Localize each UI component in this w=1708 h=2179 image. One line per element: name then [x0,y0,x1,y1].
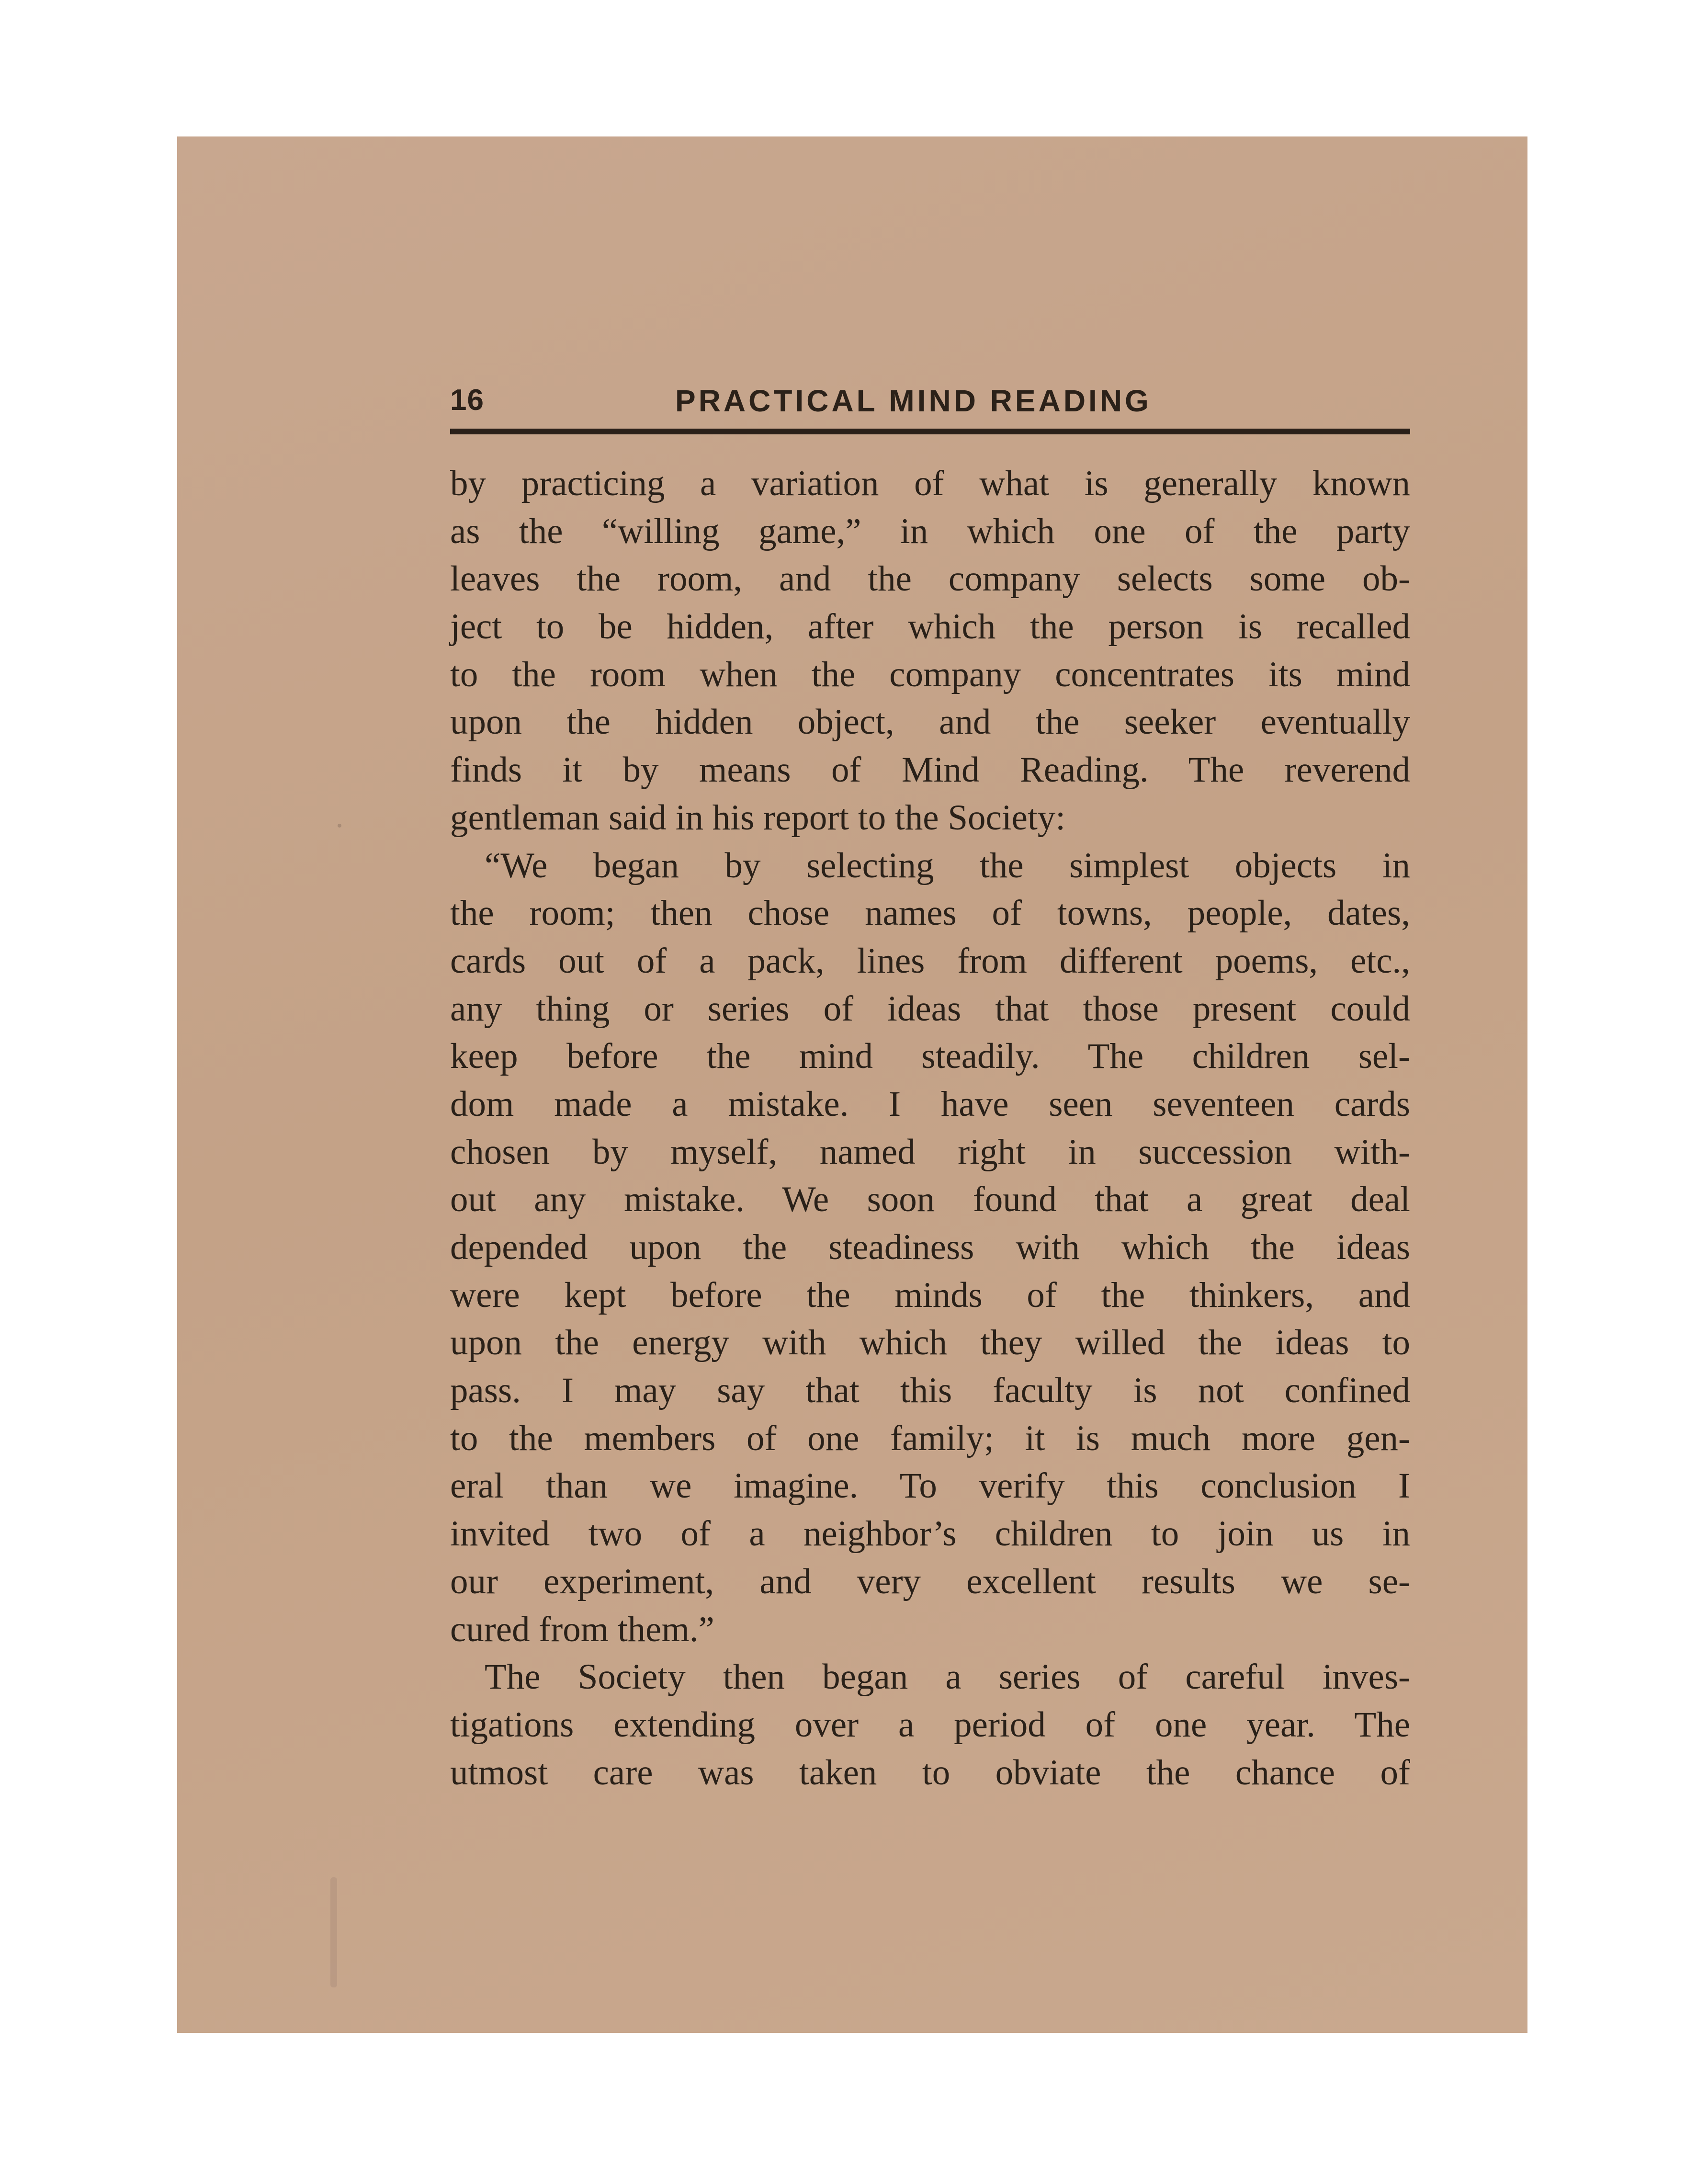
text-line: eral than we imagine. To verify this conclusion I [450,1466,1410,1506]
text-line: keep before the mind steadily. The children sel- [450,1036,1410,1077]
text-line: “We began by selecting the simplest objects in [485,845,1410,885]
page-blemish [338,824,341,828]
text-line: gentleman said in his report to the Society: [450,797,1066,838]
text-line: depended upon the steadiness with which the ideas [450,1227,1410,1267]
text-line: were kept before the minds of the thinkers, and [450,1275,1410,1315]
text-line: to the room when the company concentrates its mind [450,654,1410,694]
text-line: any thing or series of ideas that those present could [450,988,1410,1029]
text-line: cured from them.” [450,1609,714,1649]
text-line: utmost care was taken to obviate the chance of [450,1752,1410,1793]
body-text [450,460,1410,1796]
text-line: leaves the room, and the company selects some ob- [450,559,1410,599]
text-line: as the “willing game,” in which one of the party [450,511,1410,551]
text-line: finds it by means of Mind Reading. The reverend [450,750,1410,790]
text-line: dom made a mistake. I have seen seventeen cards [450,1084,1410,1124]
text-line: by practicing a variation of what is generally known [450,464,1410,503]
page-header [450,383,1410,421]
header-rule [450,429,1410,434]
text-line: pass. I may say that this faculty is not confined [450,1371,1410,1411]
text-line: invited two of a neighbor’s children to join us in [450,1514,1410,1554]
text-line: our experiment, and very excellent results we se- [450,1561,1410,1601]
text-line: chosen by myself, named right in succession with- [450,1132,1410,1172]
page-number: 16 [450,384,484,417]
text-line: The Society then began a series of careful inves- [485,1657,1410,1697]
text-line: the room; then chose names of towns, people, dates, [450,893,1410,933]
binding-shadow [330,1877,337,1987]
running-head: PRACTICAL MIND READING [675,384,1152,418]
text-line: out any mistake. We soon found that a great deal [450,1180,1410,1220]
text-line: ject to be hidden, after which the person is recalled [450,607,1410,647]
text-line: to the members of one family; it is much more gen- [450,1418,1410,1458]
text-line: upon the energy with which they willed the ideas to [450,1323,1410,1363]
text-line: cards out of a pack, lines from different poems, etc., [450,941,1410,981]
text-line: upon the hidden object, and the seeker eventually [450,702,1410,742]
text-line: tigations extending over a period of one year. The [450,1704,1410,1745]
